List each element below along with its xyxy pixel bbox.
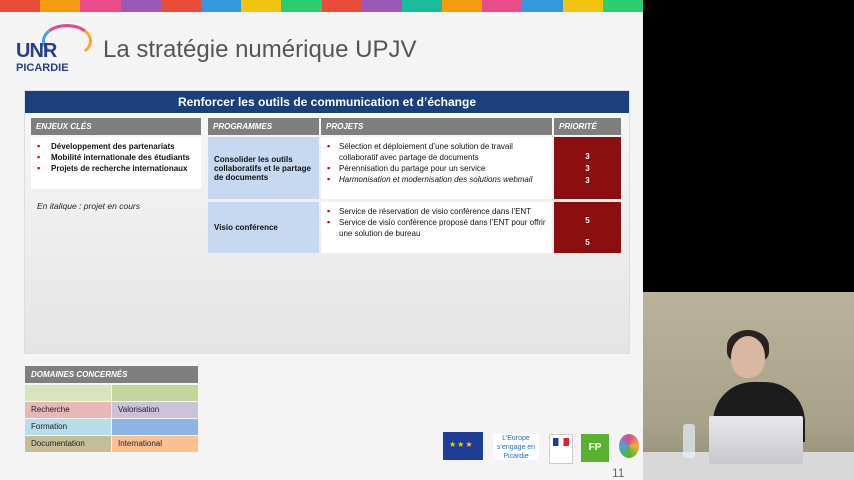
priorite-value: 3 — [585, 152, 590, 161]
color-stripe-segment — [161, 0, 201, 12]
projets-cell — [321, 202, 552, 253]
priorite-cell — [554, 137, 621, 199]
strategy-panel — [24, 90, 630, 354]
enjeux-box — [31, 137, 201, 189]
slide-title: La stratégie numérique UPJV — [103, 36, 417, 63]
enjeux-item: ▪ Projets de recherche internationaux — [37, 163, 201, 174]
logo-picardie-text: PICARDIE — [16, 62, 69, 74]
color-stripe-segment — [241, 0, 281, 12]
programmes-header — [208, 118, 319, 135]
color-stripe-segment — [121, 0, 161, 12]
projets-header-label: PROJETS — [326, 122, 364, 131]
enjeux-header — [31, 118, 201, 135]
domaine-cell: International — [112, 436, 198, 452]
enjeux-item: ▪ Mobilité internationale des étudiants — [37, 152, 201, 163]
projets-list — [321, 202, 552, 239]
enjeux-header-label: ENJEUX CLÉS — [36, 122, 92, 131]
domaine-cell: Recherche — [25, 402, 111, 418]
enjeux-list — [31, 137, 201, 174]
projets-header — [321, 118, 552, 135]
color-stripe-segment — [362, 0, 402, 12]
domaine-cell — [112, 385, 198, 401]
color-stripe-segment — [522, 0, 562, 12]
projet-item: ▪ Sélection et déploiement d’une solution de travail collaboratif avec partage de documents — [327, 141, 548, 163]
color-stripe-segment — [80, 0, 120, 12]
domaine-cell — [112, 419, 198, 435]
panel-title: Renforcer les outils de communication et d’échange — [25, 91, 629, 113]
color-stripe-segment — [482, 0, 522, 12]
projets-list — [321, 137, 552, 185]
projet-item: ▪ Harmonisation et modernisation des solutions webmail — [327, 174, 548, 185]
swirl-logo — [619, 434, 639, 458]
fp-logo — [581, 434, 609, 462]
fp-logo-text: FP — [588, 442, 602, 453]
color-stripe-segment — [563, 0, 603, 12]
republique-francaise-logo — [549, 434, 573, 464]
projet-item: ▪ Service de réservation de visio conférence dans l’ENT — [327, 206, 548, 217]
color-stripe-segment — [402, 0, 442, 12]
color-stripe-segment — [281, 0, 321, 12]
color-stripe-segment — [40, 0, 80, 12]
enjeux-item: ▪ Développement des partenariats — [37, 141, 201, 152]
domaine-cell: Valorisation — [112, 402, 198, 418]
laptop — [709, 416, 803, 464]
priorite-value: 5 — [585, 216, 590, 225]
color-stripe-segment — [442, 0, 482, 12]
projet-item: ▪ Pérennisation du partage pour un service — [327, 163, 548, 174]
page-number: 11 — [612, 466, 625, 480]
priorite-value: 3 — [585, 176, 590, 185]
domaines-header — [25, 366, 198, 383]
speaker-video-feed — [643, 292, 854, 480]
programme-cell: Consolider les outils collaboratifs et le partage de documents — [208, 137, 319, 199]
eu-flag-logo — [443, 432, 483, 460]
color-stripe-segment — [201, 0, 241, 12]
priorite-value: 5 — [585, 238, 590, 247]
domaine-cell — [25, 385, 111, 401]
water-bottle — [683, 424, 695, 458]
color-stripe-segment — [603, 0, 643, 12]
domaine-cell: Formation — [25, 419, 111, 435]
unr-picardie-logo — [14, 24, 92, 76]
color-stripe-bar — [0, 0, 643, 12]
logo-unr-text: UNR — [16, 40, 57, 62]
europe-engage-logo — [493, 434, 539, 460]
programme-cell: Visio conférence — [208, 202, 319, 253]
priorite-value: 3 — [585, 164, 590, 173]
domaines-header-label: DOMAINES CONCERNÉS — [31, 370, 128, 379]
color-stripe-segment — [322, 0, 362, 12]
projet-item: ▪ Service de visio conférence proposé dans l’ENT pour offrir une solution de bureau — [327, 217, 548, 239]
priorite-cell — [554, 202, 621, 253]
domaine-cell: Documentation — [25, 436, 111, 452]
priorite-header-label: PRIORITÉ — [559, 122, 597, 131]
speaker-head — [731, 336, 765, 378]
italic-note: En italique : projet en cours — [37, 201, 141, 211]
priorite-header — [554, 118, 621, 135]
programmes-header-label: PROGRAMMES — [213, 122, 273, 131]
domaines-legend — [25, 366, 198, 454]
projets-cell — [321, 137, 552, 199]
color-stripe-segment — [0, 0, 40, 12]
europe-engage-text: L’Europe s’engage en Picardie — [496, 435, 536, 460]
